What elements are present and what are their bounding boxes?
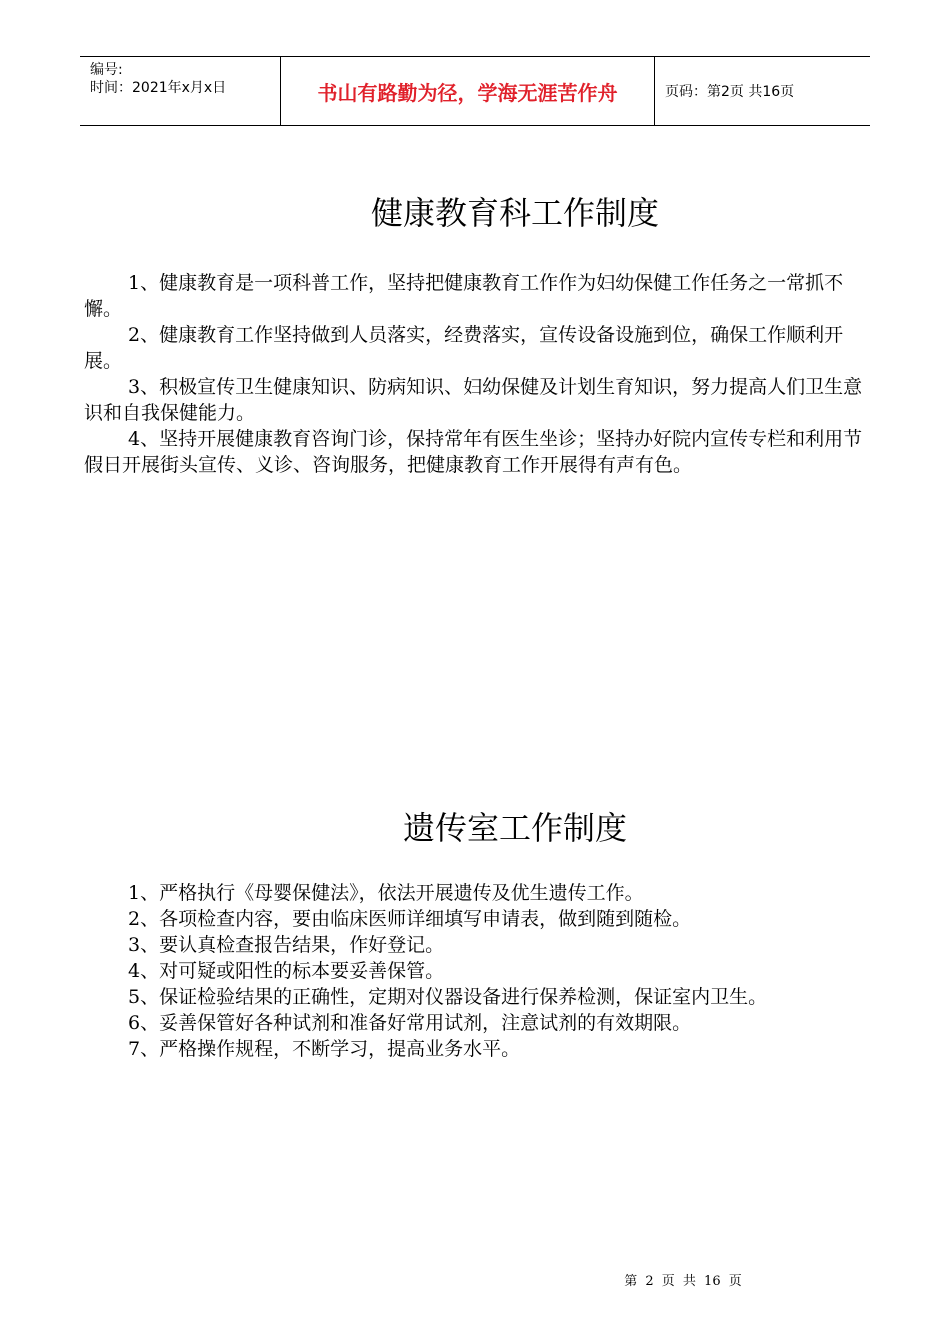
page-header — [80, 56, 870, 126]
page-footer: 第 2 页 共 16 页 — [624, 1274, 742, 1289]
header-motto: 书山有路勤为径，学海无涯苦作舟 — [281, 57, 655, 125]
header-meta — [80, 57, 281, 125]
header-page-info: 页码：第2页 共16页 — [665, 84, 795, 100]
section1-paragraph: 2、健康教育工作坚持做到人员落实，经费落实，宣传设备设施到位，确保工作顺利开展。 — [84, 324, 844, 372]
list-item: 6、妥善保管好各种试剂和准备好常用试剂，注意试剂的有效期限。 — [128, 1012, 692, 1034]
list-item: 4、对可疑或阳性的标本要妥善保管。 — [128, 960, 445, 982]
section2-list — [128, 880, 888, 1062]
list-item: 5、保证检验结果的正确性，定期对仪器设备进行保养检测，保证室内卫生。 — [128, 986, 768, 1008]
number-label: 编号: — [90, 62, 123, 78]
section1-paragraph: 3、积极宣传卫生健康知识、防病知识、妇幼保健及计划生育知识，努力提高人们卫生意识和自我保健能力。 — [84, 376, 863, 424]
section1-paragraph: 4、坚持开展健康教育咨询门诊，保持常年有医生坐诊；坚持办好院内宣传专栏和利用节假日开展街头宣传、义诊、咨询服务，把健康教育工作开展得有声有色。 — [84, 428, 863, 476]
section2-title: 遗传室工作制度 — [402, 809, 627, 847]
list-item: 7、严格操作规程，不断学习，提高业务水平。 — [128, 1038, 521, 1060]
list-item: 3、要认真检查报告结果，作好登记。 — [128, 934, 445, 956]
list-item: 2、各项检查内容，要由临床医师详细填写申请表，做到随到随检。 — [128, 908, 692, 930]
list-item: 1、严格执行《母婴保健法》，依法开展遗传及优生遗传工作。 — [128, 882, 644, 904]
time-label: 时间：2021年x月x日 — [90, 80, 227, 96]
section1-paragraph: 1、健康教育是一项科普工作，坚持把健康教育工作作为妇幼保健工作任务之一常抓不懈。 — [84, 272, 844, 320]
section1-title: 健康教育科工作制度 — [370, 194, 659, 232]
